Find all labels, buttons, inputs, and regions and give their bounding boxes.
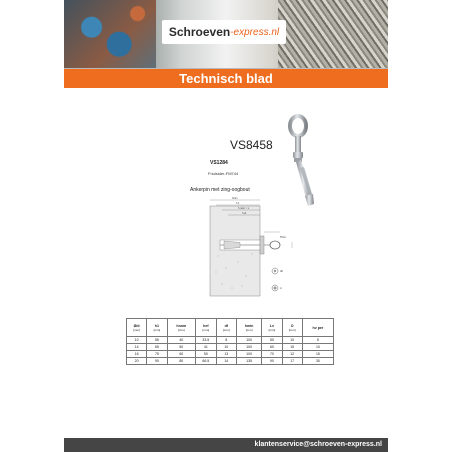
table-cell: 10 <box>282 337 302 344</box>
tools-photo <box>64 0 156 68</box>
column-header-unit: [mm] <box>222 327 230 332</box>
column-header-name: Lv <box>269 323 274 328</box>
table-cell: 10 <box>216 344 236 351</box>
table-cell: 10 <box>302 344 333 351</box>
table-cell: 50 <box>196 351 217 358</box>
column-header <box>147 319 167 337</box>
column-header <box>196 319 217 337</box>
screws-photo <box>278 0 388 68</box>
technical-drawing <box>180 196 320 298</box>
table-cell: 14 <box>127 344 147 351</box>
expansion-sleeve <box>224 241 240 249</box>
column-header <box>167 319 195 337</box>
column-header-name: hnom <box>176 323 187 328</box>
table-cell: 100 <box>236 351 261 358</box>
column-header-unit: [mm] <box>288 327 296 332</box>
table-cell: 15 <box>302 351 333 358</box>
table-cell: 12 <box>282 351 302 358</box>
eye-ring <box>270 241 280 249</box>
table-cell: 20 <box>127 358 147 365</box>
table-cell: 135 <box>236 358 261 365</box>
table-cell: 90 <box>262 358 282 365</box>
table-cell: 41 <box>196 344 217 351</box>
product-fixture: Friulsider-FM744 <box>208 171 239 176</box>
dim-label-hnom: h nom > L <box>238 207 250 210</box>
column-header-unit: [mm] <box>268 327 276 332</box>
table-cell: 17 <box>282 358 302 365</box>
dim-label-hef: h ef <box>242 212 247 215</box>
column-header <box>216 319 236 337</box>
table-cell: 55 <box>147 337 167 344</box>
dim-label-tfixd: Tfixd <box>280 236 286 239</box>
dim-label-d: d <box>280 287 282 290</box>
table-cell: 5 <box>302 337 333 344</box>
table-cell: 90 <box>147 358 167 365</box>
dim-label-d0: d0 <box>280 270 283 273</box>
column-header <box>236 319 261 337</box>
table-row <box>127 358 334 365</box>
table-cell: 75 <box>147 351 167 358</box>
table-header-row <box>127 319 334 337</box>
customer-service-email[interactable]: klantenservice@schroeven-express.nl <box>254 441 382 448</box>
table-row <box>127 351 334 358</box>
fixture-plate <box>260 236 264 254</box>
table-cell: 50 <box>167 344 195 351</box>
dim-label-h1: h 1 <box>236 202 240 205</box>
table-cell: 60 <box>262 344 282 351</box>
brand-logo <box>162 20 286 44</box>
footer-bar <box>64 438 388 452</box>
column-header <box>262 319 282 337</box>
brand-name-suffix: -express.nl <box>230 26 280 38</box>
column-header <box>302 319 333 337</box>
column-header-name: hmin <box>244 323 254 328</box>
table-cell: 30 <box>302 358 333 365</box>
table-row <box>127 344 334 351</box>
technical-sheet-page <box>64 0 388 452</box>
table-cell: 16 <box>127 351 147 358</box>
column-header-name: h1 <box>154 323 159 328</box>
column-header-name: hv per <box>312 325 324 330</box>
table-cell: 66.5 <box>196 358 217 365</box>
table-cell: 40 <box>167 337 195 344</box>
table-cell: 65 <box>147 344 167 351</box>
table-row <box>127 337 334 344</box>
table-cell: 8 <box>216 337 236 344</box>
table-body <box>127 337 334 365</box>
table-cell: 10 <box>127 337 147 344</box>
table-cell: 70 <box>262 351 282 358</box>
column-header-unit: [mm] <box>245 327 253 332</box>
table-cell: 80 <box>167 358 195 365</box>
column-header-name: hef <box>203 323 209 328</box>
table-cell: 60 <box>167 351 195 358</box>
table-cell: 100 <box>236 344 261 351</box>
column-header <box>127 319 147 337</box>
header-banner <box>64 0 388 68</box>
table-cell: 100 <box>236 337 261 344</box>
table-cell: 33.5 <box>196 337 217 344</box>
column-header-unit: [mm] <box>202 327 210 332</box>
product-description: Ankerpin met zing-oogbout <box>190 187 250 193</box>
specification-table <box>126 318 334 365</box>
brand-name-main: Schroeven <box>168 25 231 39</box>
page-title: Technisch blad <box>64 68 388 88</box>
dim-label-hmin: hmin <box>232 197 238 200</box>
table-cell: 50 <box>262 337 282 344</box>
table-cell: 15 <box>282 344 302 351</box>
product-code: VS8458 <box>230 138 273 152</box>
table-cell: 14 <box>216 358 236 365</box>
column-header-name: O <box>290 323 294 328</box>
column-header-name: Ø/d <box>133 323 140 328</box>
table-cell: 13 <box>216 351 236 358</box>
column-header <box>282 319 302 337</box>
column-header-name: df <box>224 323 228 328</box>
column-header-unit: [mm] <box>133 327 140 332</box>
product-subcode: VS1284 <box>210 160 228 166</box>
concrete-block <box>210 206 260 296</box>
column-header-unit: [mm] <box>153 327 161 332</box>
column-header-unit: [mm] <box>177 327 185 332</box>
